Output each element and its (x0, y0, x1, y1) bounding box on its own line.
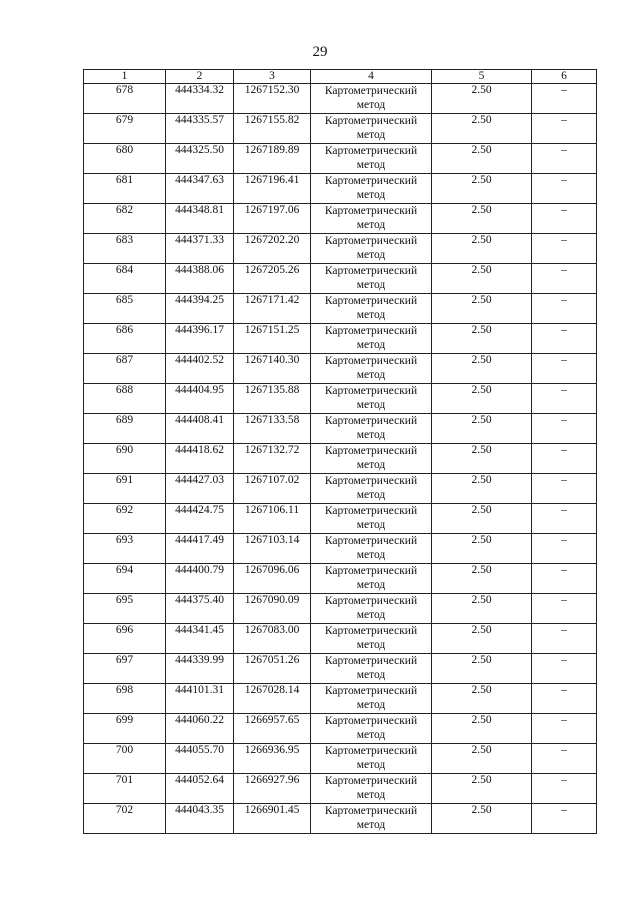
note-cell: – (532, 264, 597, 294)
method-cell: Картометрический метод (311, 714, 432, 744)
table-row (84, 474, 597, 504)
accuracy-cell: 2.50 (432, 534, 532, 564)
table-row (84, 264, 597, 294)
point-number-cell: 678 (84, 84, 166, 114)
point-number-cell: 691 (84, 474, 166, 504)
method-cell: Картометрический метод (311, 114, 432, 144)
method-cell: Картометрический метод (311, 654, 432, 684)
point-number-cell: 694 (84, 564, 166, 594)
note-cell: – (532, 774, 597, 804)
table-row (84, 384, 597, 414)
table-header (84, 70, 597, 84)
method-cell: Картометрический метод (311, 504, 432, 534)
x-coordinate-cell: 444348.81 (166, 204, 234, 234)
accuracy-cell: 2.50 (432, 654, 532, 684)
table-row (84, 804, 597, 834)
note-cell: – (532, 654, 597, 684)
table-row (84, 594, 597, 624)
point-number-cell: 687 (84, 354, 166, 384)
point-number-cell: 686 (84, 324, 166, 354)
y-coordinate-cell: 1267135.88 (234, 384, 311, 414)
point-number-cell: 683 (84, 234, 166, 264)
table-row (84, 414, 597, 444)
table-row (84, 174, 597, 204)
note-cell: – (532, 504, 597, 534)
note-cell: – (532, 204, 597, 234)
x-coordinate-cell: 444055.70 (166, 744, 234, 774)
note-cell: – (532, 564, 597, 594)
y-coordinate-cell: 1267151.25 (234, 324, 311, 354)
x-coordinate-cell: 444339.99 (166, 654, 234, 684)
accuracy-cell: 2.50 (432, 174, 532, 204)
column-header: 4 (311, 70, 432, 84)
note-cell: – (532, 684, 597, 714)
y-coordinate-cell: 1267133.58 (234, 414, 311, 444)
table-row (84, 324, 597, 354)
point-number-cell: 684 (84, 264, 166, 294)
y-coordinate-cell: 1266901.45 (234, 804, 311, 834)
note-cell: – (532, 384, 597, 414)
table-row (84, 714, 597, 744)
accuracy-cell: 2.50 (432, 804, 532, 834)
note-cell: – (532, 294, 597, 324)
y-coordinate-cell: 1267051.26 (234, 654, 311, 684)
accuracy-cell: 2.50 (432, 414, 532, 444)
y-coordinate-cell: 1266936.95 (234, 744, 311, 774)
y-coordinate-cell: 1267189.89 (234, 144, 311, 174)
table-row (84, 84, 597, 114)
page-number: 29 (312, 44, 328, 60)
method-cell: Картометрический метод (311, 414, 432, 444)
note-cell: – (532, 744, 597, 774)
x-coordinate-cell: 444341.45 (166, 624, 234, 654)
method-cell: Картометрический метод (311, 84, 432, 114)
table-row (84, 354, 597, 384)
x-coordinate-cell: 444334.32 (166, 84, 234, 114)
column-header: 6 (532, 70, 597, 84)
table-row (84, 114, 597, 144)
point-number-cell: 695 (84, 594, 166, 624)
x-coordinate-cell: 444101.31 (166, 684, 234, 714)
x-coordinate-cell: 444335.57 (166, 114, 234, 144)
note-cell: – (532, 144, 597, 174)
method-cell: Картометрический метод (311, 684, 432, 714)
accuracy-cell: 2.50 (432, 744, 532, 774)
note-cell: – (532, 474, 597, 504)
y-coordinate-cell: 1267202.20 (234, 234, 311, 264)
note-cell: – (532, 84, 597, 114)
point-number-cell: 688 (84, 384, 166, 414)
table-row (84, 774, 597, 804)
accuracy-cell: 2.50 (432, 774, 532, 804)
point-number-cell: 692 (84, 504, 166, 534)
y-coordinate-cell: 1267028.14 (234, 684, 311, 714)
column-header: 1 (84, 70, 166, 84)
y-coordinate-cell: 1267083.00 (234, 624, 311, 654)
method-cell: Картометрический метод (311, 744, 432, 774)
accuracy-cell: 2.50 (432, 444, 532, 474)
x-coordinate-cell: 444043.35 (166, 804, 234, 834)
point-number-cell: 680 (84, 144, 166, 174)
method-cell: Картометрический метод (311, 234, 432, 264)
y-coordinate-cell: 1267090.09 (234, 594, 311, 624)
coordinates-table (83, 69, 597, 834)
method-cell: Картометрический метод (311, 774, 432, 804)
point-number-cell: 702 (84, 804, 166, 834)
note-cell: – (532, 174, 597, 204)
x-coordinate-cell: 444396.17 (166, 324, 234, 354)
accuracy-cell: 2.50 (432, 624, 532, 654)
method-cell: Картометрический метод (311, 264, 432, 294)
method-cell: Картометрический метод (311, 294, 432, 324)
note-cell: – (532, 714, 597, 744)
x-coordinate-cell: 444418.62 (166, 444, 234, 474)
y-coordinate-cell: 1267103.14 (234, 534, 311, 564)
note-cell: – (532, 114, 597, 144)
accuracy-cell: 2.50 (432, 84, 532, 114)
table-body (84, 84, 597, 834)
table-row (84, 204, 597, 234)
note-cell: – (532, 444, 597, 474)
point-number-cell: 696 (84, 624, 166, 654)
method-cell: Картометрический метод (311, 384, 432, 414)
y-coordinate-cell: 1267171.42 (234, 294, 311, 324)
point-number-cell: 693 (84, 534, 166, 564)
table-row (84, 504, 597, 534)
x-coordinate-cell: 444402.52 (166, 354, 234, 384)
x-coordinate-cell: 444408.41 (166, 414, 234, 444)
accuracy-cell: 2.50 (432, 684, 532, 714)
note-cell: – (532, 414, 597, 444)
method-cell: Картометрический метод (311, 324, 432, 354)
accuracy-cell: 2.50 (432, 144, 532, 174)
note-cell: – (532, 594, 597, 624)
x-coordinate-cell: 444325.50 (166, 144, 234, 174)
y-coordinate-cell: 1267106.11 (234, 504, 311, 534)
point-number-cell: 681 (84, 174, 166, 204)
y-coordinate-cell: 1267197.06 (234, 204, 311, 234)
method-cell: Картометрический метод (311, 564, 432, 594)
x-coordinate-cell: 444400.79 (166, 564, 234, 594)
y-coordinate-cell: 1266927.96 (234, 774, 311, 804)
x-coordinate-cell: 444417.49 (166, 534, 234, 564)
header-row (84, 70, 597, 84)
point-number-cell: 698 (84, 684, 166, 714)
x-coordinate-cell: 444404.95 (166, 384, 234, 414)
x-coordinate-cell: 444347.63 (166, 174, 234, 204)
column-header: 3 (234, 70, 311, 84)
accuracy-cell: 2.50 (432, 714, 532, 744)
accuracy-cell: 2.50 (432, 234, 532, 264)
accuracy-cell: 2.50 (432, 594, 532, 624)
method-cell: Картометрический метод (311, 354, 432, 384)
note-cell: – (532, 234, 597, 264)
point-number-cell: 679 (84, 114, 166, 144)
point-number-cell: 700 (84, 744, 166, 774)
column-header: 5 (432, 70, 532, 84)
accuracy-cell: 2.50 (432, 354, 532, 384)
x-coordinate-cell: 444052.64 (166, 774, 234, 804)
accuracy-cell: 2.50 (432, 504, 532, 534)
accuracy-cell: 2.50 (432, 204, 532, 234)
note-cell: – (532, 804, 597, 834)
table-row (84, 564, 597, 594)
accuracy-cell: 2.50 (432, 324, 532, 354)
point-number-cell: 699 (84, 714, 166, 744)
method-cell: Картометрический метод (311, 534, 432, 564)
column-header: 2 (166, 70, 234, 84)
note-cell: – (532, 534, 597, 564)
x-coordinate-cell: 444424.75 (166, 504, 234, 534)
point-number-cell: 685 (84, 294, 166, 324)
table-row (84, 534, 597, 564)
accuracy-cell: 2.50 (432, 294, 532, 324)
method-cell: Картометрический метод (311, 144, 432, 174)
y-coordinate-cell: 1267096.06 (234, 564, 311, 594)
y-coordinate-cell: 1267132.72 (234, 444, 311, 474)
table-row (84, 144, 597, 174)
table-row (84, 294, 597, 324)
y-coordinate-cell: 1267140.30 (234, 354, 311, 384)
point-number-cell: 682 (84, 204, 166, 234)
table-row (84, 654, 597, 684)
y-coordinate-cell: 1267152.30 (234, 84, 311, 114)
point-number-cell: 690 (84, 444, 166, 474)
y-coordinate-cell: 1267196.41 (234, 174, 311, 204)
table-row (84, 444, 597, 474)
accuracy-cell: 2.50 (432, 264, 532, 294)
method-cell: Картометрический метод (311, 444, 432, 474)
method-cell: Картометрический метод (311, 474, 432, 504)
accuracy-cell: 2.50 (432, 114, 532, 144)
x-coordinate-cell: 444388.06 (166, 264, 234, 294)
method-cell: Картометрический метод (311, 204, 432, 234)
method-cell: Картометрический метод (311, 174, 432, 204)
x-coordinate-cell: 444427.03 (166, 474, 234, 504)
x-coordinate-cell: 444375.40 (166, 594, 234, 624)
point-number-cell: 689 (84, 414, 166, 444)
method-cell: Картометрический метод (311, 594, 432, 624)
table-row (84, 234, 597, 264)
table-row (84, 624, 597, 654)
method-cell: Картометрический метод (311, 624, 432, 654)
table-row (84, 684, 597, 714)
y-coordinate-cell: 1267107.02 (234, 474, 311, 504)
accuracy-cell: 2.50 (432, 384, 532, 414)
accuracy-cell: 2.50 (432, 474, 532, 504)
y-coordinate-cell: 1267155.82 (234, 114, 311, 144)
x-coordinate-cell: 444394.25 (166, 294, 234, 324)
point-number-cell: 701 (84, 774, 166, 804)
y-coordinate-cell: 1266957.65 (234, 714, 311, 744)
note-cell: – (532, 624, 597, 654)
method-cell: Картометрический метод (311, 804, 432, 834)
y-coordinate-cell: 1267205.26 (234, 264, 311, 294)
table-row (84, 744, 597, 774)
note-cell: – (532, 354, 597, 384)
x-coordinate-cell: 444371.33 (166, 234, 234, 264)
x-coordinate-cell: 444060.22 (166, 714, 234, 744)
point-number-cell: 697 (84, 654, 166, 684)
accuracy-cell: 2.50 (432, 564, 532, 594)
note-cell: – (532, 324, 597, 354)
